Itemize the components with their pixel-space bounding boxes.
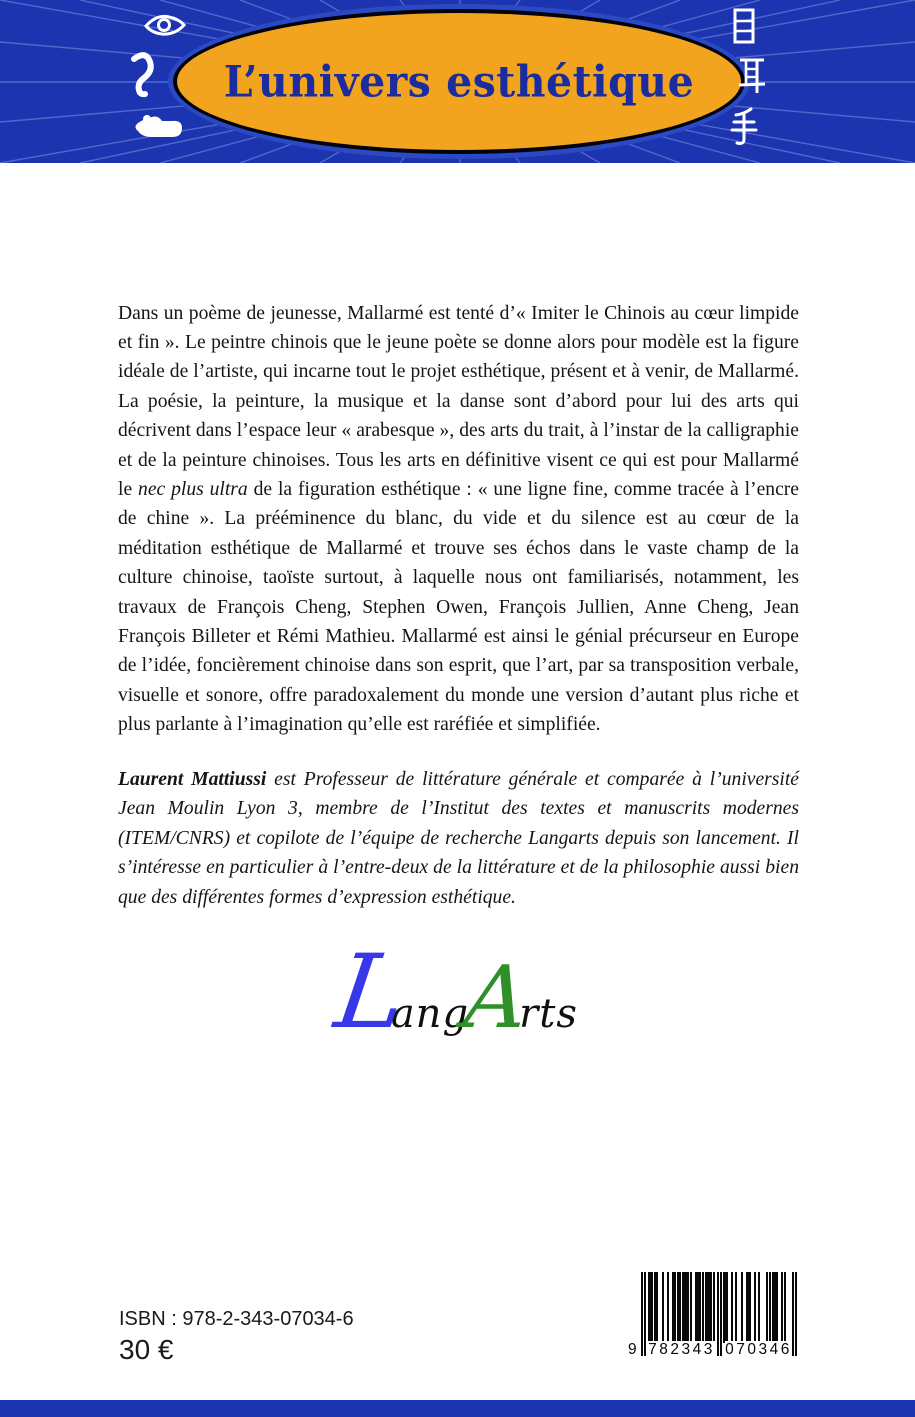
collection-banner bbox=[0, 0, 915, 163]
author-name: Laurent Mattiussi bbox=[118, 768, 267, 790]
logo-letters-rts: rts bbox=[519, 991, 578, 1037]
hanzi-mu-icon bbox=[732, 8, 756, 46]
synopsis-text-2: de la figuration esthétique : « une ligne fine, comme tracée à l’encre de chine ». La prééminence du blanc, du vide et du silence est au cœur de la méditation esthétique de Mallarmé et trouve ses échos dans le vaste champ de la culture chinoise, taoïste surtout, à laquelle nous ont familiarisés, notamment, les travaux de François Cheng, Stephen Owen, François Jullien, Anne Cheng, Jean François Billeter et Rémi Mathieu. Mallarmé est ainsi le génial précurseur en Europe de l’idée, foncièrement chinoise dans son esprit, que l’art, par sa transposition verbale, visuelle et sonore, offre paradoxalement du monde une version d’autant plus riche et plus parlante à l’imagination qu’elle est raréfiée et simplifiée. bbox=[118, 479, 799, 736]
synopsis-italic-phrase: nec plus ultra bbox=[138, 479, 248, 501]
hand-icon bbox=[132, 110, 184, 142]
logo-letter-a: A bbox=[459, 948, 533, 1048]
synopsis-text-1: Dans un poème de jeunesse, Mallarmé est tenté d’« Imiter le Chinois au cœur limpide et fin ». Le peintre chinois que le jeune poète se donne alors pour modèle est la figure idéale de l’artiste, qui incarne tout le projet esthétique, présent et à venir, de Mallarmé. La poésie, la peinture, la musique et la danse sont d’abord pour lui des arts qui décrivent dans l’espace leur « arabesque », des arts du trait, à l’instar de la calligraphie et de la peinture chinoises. Tous les arts en définitive visent ce qui est pour Mallarmé le bbox=[118, 302, 799, 501]
isbn-label: ISBN : 978-2-343-07034-6 bbox=[119, 1308, 354, 1330]
hanzi-column bbox=[726, 4, 766, 163]
hanzi-er-icon bbox=[738, 56, 766, 96]
collection-title: L’univers esthétique bbox=[223, 56, 695, 107]
synopsis-paragraph bbox=[118, 299, 799, 740]
author-bio bbox=[118, 765, 799, 913]
barcode-digits-left: 782343 bbox=[648, 1341, 715, 1358]
eye-icon bbox=[142, 11, 188, 41]
collection-ellipse bbox=[173, 9, 745, 154]
bottom-band bbox=[0, 1400, 915, 1417]
author-bio-text: est Professeur de littérature générale et comparée à l’université Jean Moulin Lyon 3, membre de l’Institut des textes et manuscrits modernes (ITEM/CNRS) et copilote de l’équipe de recherche Langarts depuis son lancement. Il s’intéresse en particulier à l’entre-deux de la littérature et de la philosophie aussi bien que des différentes formes d’expression esthétique. bbox=[118, 768, 799, 908]
barcode-digits-right: 070346 bbox=[725, 1341, 792, 1358]
logo-letters-ang: ang bbox=[390, 991, 470, 1037]
logo-letter-l: L bbox=[328, 933, 414, 1052]
price-label: 30 € bbox=[119, 1334, 174, 1365]
langarts-logo bbox=[0, 933, 915, 1072]
hanzi-shou-icon bbox=[730, 106, 758, 148]
barcode-digit-lead: 9 bbox=[628, 1341, 637, 1358]
ear-icon bbox=[124, 52, 158, 100]
barcode bbox=[628, 1272, 797, 1364]
